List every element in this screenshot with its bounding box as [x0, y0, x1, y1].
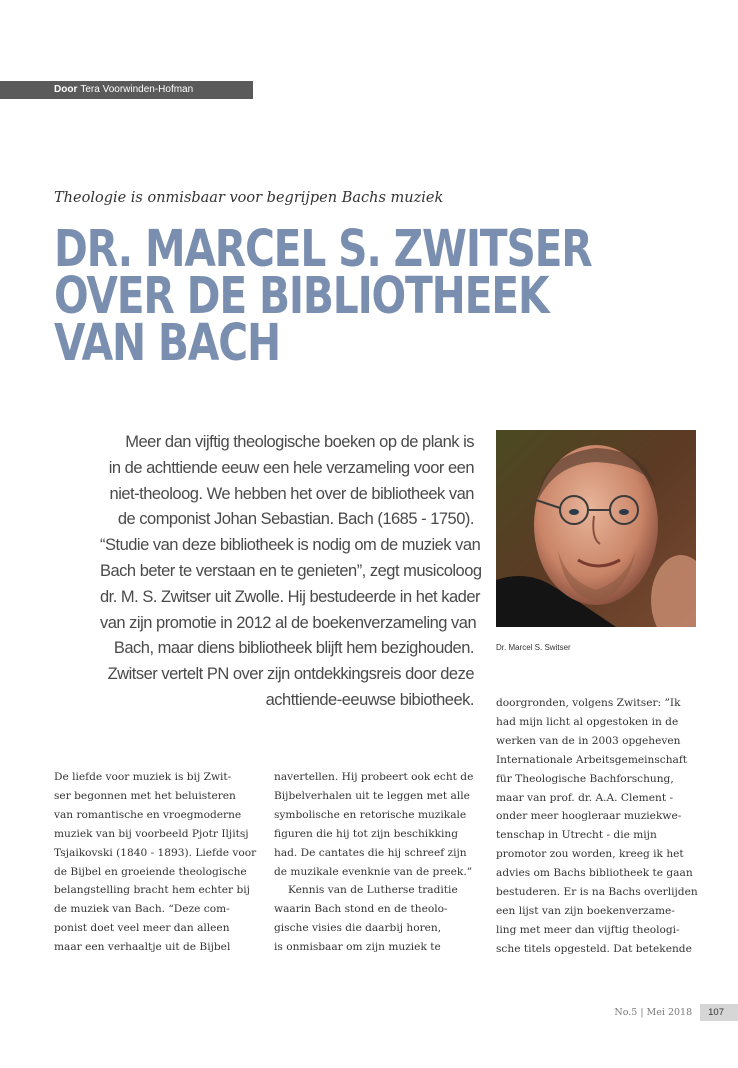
body-line: bestuderen. Er is na Bachs overlijden [496, 886, 698, 899]
body-line: werken van de in 2003 opgeheven [496, 734, 681, 747]
page-footer [614, 1004, 738, 1021]
intro-line: Bach beter te verstaan en te genieten”, zegt musicoloog [100, 561, 482, 580]
body-line: belangstelling bracht hem echter bij [54, 884, 250, 897]
intro-line: Zwitser vertelt PN over zijn ontdekkingsreis door deze [107, 665, 474, 684]
body-line: promotor zou worden, kreeg ik het [496, 848, 684, 861]
intro-line: van zijn promotie in 2012 al de boekenverzameling van [100, 613, 477, 632]
body-line: advies om Bachs bibliotheek te gaan [496, 867, 693, 880]
headline-line: OVER DE BIBLIOTHEEK [54, 267, 549, 326]
headline-line: DR. MARCEL S. ZWITSER [54, 220, 592, 279]
body-line: had. De cantates die hij schreef zijn [274, 846, 467, 859]
body-line: für Theologische Bachforschung, [496, 772, 674, 785]
body-column-1 [54, 768, 259, 957]
body-line: Kennis van de Lutherse traditie [288, 884, 458, 897]
body-line: is onmisbaar om zijn muziek te [274, 941, 441, 954]
body-column-3 [496, 694, 701, 959]
byline-author: Tera Voorwinden-Hofman [80, 84, 194, 95]
body-line: Bijbelverhalen uit te leggen met alle [274, 789, 470, 802]
body-line: muziek van bij voorbeeld Pjotr Iljitsj [54, 827, 249, 840]
article-kicker: Theologie is onmisbaar voor begrijpen Bachs muziek [54, 190, 444, 206]
body-line: ling met meer dan vijftig theologi- [496, 923, 680, 936]
body-column-2 [274, 768, 479, 957]
body-line: van romantische en vroegmoderne [54, 808, 242, 821]
page-number: 107 [700, 1004, 738, 1021]
body-line: Tsjaikovski (1840 - 1893). Liefde voor [54, 846, 257, 859]
intro-line: “Studie van deze bibliotheek is nodig om de muziek van [100, 536, 481, 555]
headline-line: VAN BACH [54, 314, 280, 373]
body-line: had mijn licht al opgestoken in de [496, 715, 679, 728]
body-line: de muziek van Bach. “Deze com- [54, 903, 230, 916]
body-line: symbolische en retorische muzikale [274, 808, 467, 821]
body-line: de Bijbel en groeiende theologische [54, 865, 247, 878]
body-line: ponist doet veel meer dan alleen [54, 922, 230, 935]
body-line: gische visies die daarbij horen, [274, 922, 442, 935]
body-line: tenschap in Utrecht - die mijn [496, 829, 657, 842]
body-line: maar een verhaaltje uit de Bijbel [54, 941, 231, 954]
body-line: een lijst van zijn boekenverzame- [496, 904, 675, 917]
body-line: navertellen. Hij probeert ook echt de [274, 771, 474, 783]
intro-line: in de achttiende eeuw een hele verzameling voor een [108, 458, 474, 477]
body-line: figuren die hij tot zijn beschikking [274, 827, 459, 840]
author-byline-bar [0, 81, 253, 99]
intro-line: achttiende-eeuwse bibiotheek. [265, 690, 474, 709]
body-line: ser begonnen met het beluisteren [54, 789, 236, 802]
byline-label: Door [54, 84, 78, 95]
intro-line: Meer dan vijftig theologische boeken op de plank is [125, 433, 474, 451]
body-line: De liefde voor muziek is bij Zwit- [54, 771, 232, 783]
body-line: maar van prof. dr. A.A. Clement - [496, 791, 674, 804]
body-line: Internationale Arbeitsgemeinschaft [496, 753, 688, 766]
intro-line: de componist Johan Sebastian. Bach (1685 - 1750). [117, 510, 474, 529]
body-line: doorgronden, volgens Zwitser: ”Ik [496, 697, 681, 709]
intro-line: niet-theoloog. We hebben het over de bibliotheek van [109, 484, 474, 503]
intro-paragraph [100, 430, 482, 714]
body-line: sche titels opgesteld. Dat betekende [496, 942, 692, 955]
photo-caption: Dr. Marcel S. Switser [496, 643, 571, 652]
body-line: waarin Bach stond en de theolo- [274, 903, 448, 916]
body-line: onder meer hoogleraar muziekwe- [496, 810, 682, 823]
body-line: de muzikale evenknie van de preek.” [274, 865, 473, 878]
intro-line: dr. M. S. Zwitser uit Zwolle. Hij bestudeerde in het kader [100, 587, 481, 606]
issue-info: No.5 | Mei 2018 [614, 1007, 693, 1018]
intro-line: Bach, maar diens bibliotheek blijft hem bezighouden. [113, 639, 474, 658]
article-headline [54, 220, 592, 373]
portrait-photo [496, 430, 696, 627]
